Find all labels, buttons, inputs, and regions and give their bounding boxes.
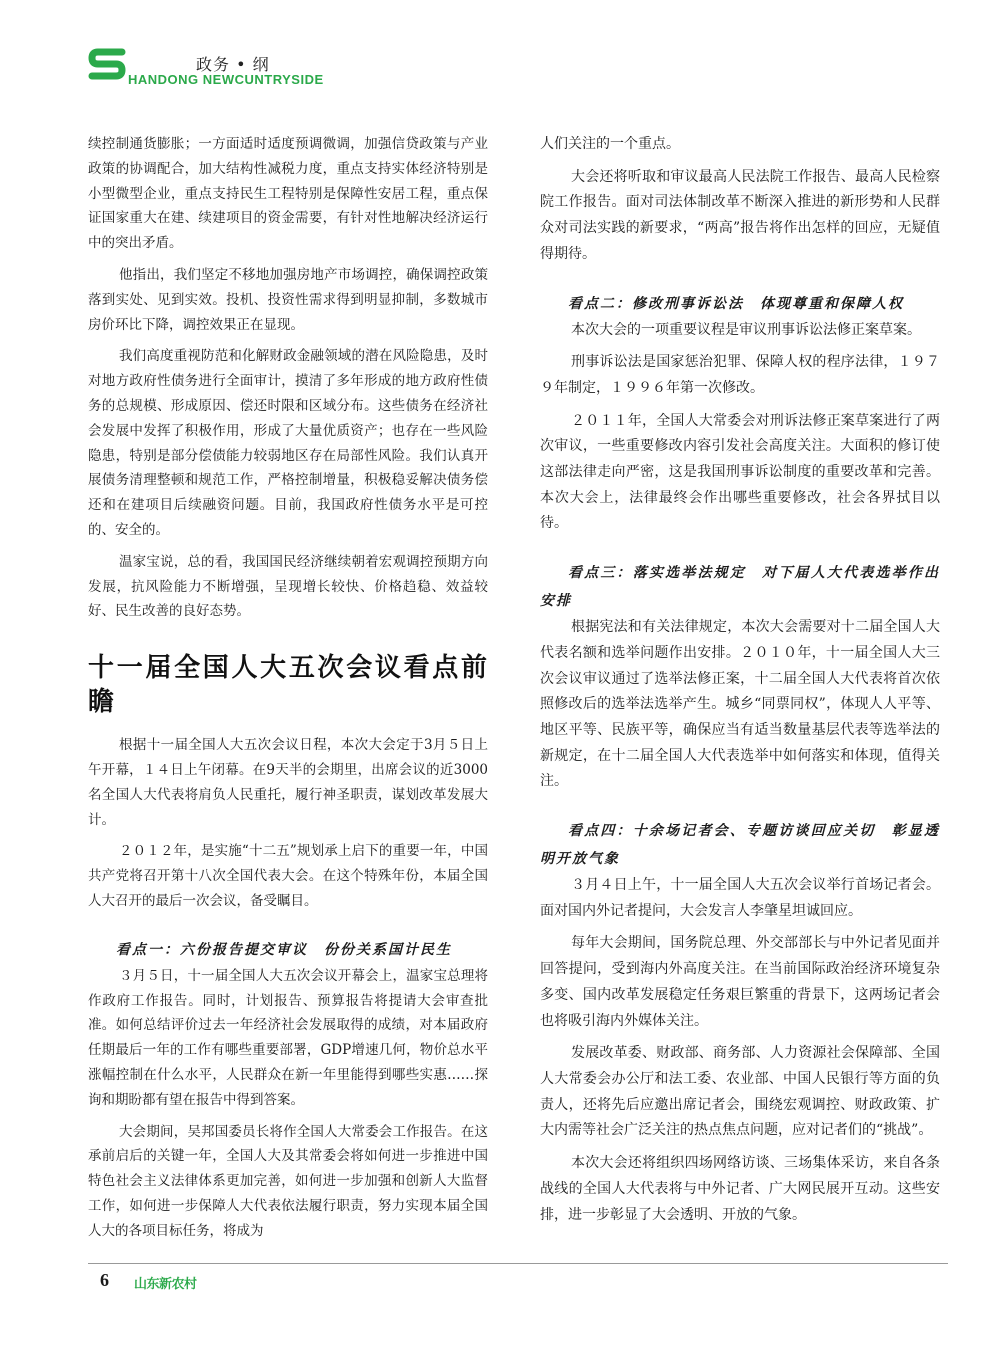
paragraph: 人们关注的一个重点。 xyxy=(540,136,680,152)
paragraph: ３月４日上午，十一届全国人大五次会议举行首场记者会。面对国内外记者提问，大会发言人李肇星坦诚回应。 xyxy=(540,877,940,919)
paragraph: 每年大会期间，国务院总理、外交部部长与中外记者见面并回答提问，受到海内外高度关注。在当前国际政治经济环境复杂多变、国内改革发展稳定任务艰巨繁重的背景下，这两场记者会也将吸引海内外媒体关注。 xyxy=(540,935,940,1029)
section-category: 政务 • 纲 xyxy=(196,55,270,74)
paragraph: ３月５日，十一届全国人大五次会议开幕会上，温家宝总理将作政府工作报告。同时，计划报告、预算报告将提请大会审查批准。如何总结评价过去一年经济社会发展取得的成绩，对本届政府任期最后一年的工作有哪些重要部署，GDP增速几何，物价总水平涨幅控制在什么水平，人民群众在新一年里能得到哪些实惠……探询和期盼都有望在报告中得到答案。 xyxy=(88,967,488,1108)
paragraph: ２０１１年，全国人大常委会对刑诉法修正案草案进行了两次审议，一些重要修改内容引发社会高度关注。大面积的修订使这部法律走向严密，这是我国刑事诉讼制度的重要改革和完善。本次大会上，法律最终会作出哪些重要修改，社会各界拭目以待。 xyxy=(540,412,940,532)
paragraph: 发展改革委、财政部、商务部、人力资源社会保障部、全国人大常委会办公厅和法工委、农业部、中国人民银行等方面的负责人，还将先后应邀出席记者会，围绕宏观调控、财政政策、扩大内需等社会广泛关注的热点焦点问题，应对记者们的“挑战”。 xyxy=(540,1045,940,1139)
brand-english-name: HANDONG NEWCUNTRYSIDE xyxy=(128,72,324,87)
magazine-logo: 山东新农村 xyxy=(134,1277,197,1292)
paragraph: 刑事诉讼法是国家惩治犯罪、保障人权的程序法律，１９７９年制定，１９９６年第一次修改。 xyxy=(540,354,940,396)
paragraph: 大会期间，吴邦国委员长将作全国人大常委会工作报告。在这承前启后的关键一年，全国人大及其常委会将如何进一步推进中国特色社会主义法律体系更加完善，如何进一步加强和创新人大监督工作，如何进一步保障人大代表依法履行职责，努力实现本届全国人大的各项目标任务，将成为 xyxy=(88,1123,488,1239)
footer-divider xyxy=(88,1263,948,1264)
subheading-point-2: 看点二：修改刑事诉讼法 体现尊重和保障人权 xyxy=(568,295,904,312)
right-column xyxy=(540,132,940,1235)
paragraph: 本次大会还将组织四场网络访谈、三场集体采访，来自各条战线的全国人大代表将与中外记者、广大网民展开互动。这些安排，进一步彰显了大会透明、开放的气象。 xyxy=(540,1155,940,1223)
brand-s-logo-icon xyxy=(88,46,126,82)
paragraph: 根据宪法和有关法律规定，本次大会需要对十二届全国人大代表名额和选举问题作出安排。２０１０年，十一届全国人大三次会议审议通过了选举法修正案，十二届全国人大代表将首次依照修改后的选举法选举产生。城乡“同票同权”，体现人人平等、地区平等、民族平等，确保应当有适当数量基层代表等选举法的新规定，在十二届全国人大代表选举中如何落实和体现，值得关注。 xyxy=(540,619,940,790)
paragraph: ２０１２年，是实施“十二五”规划承上启下的重要一年，中国共产党将召开第十八次全国代表大会。在这个特殊年份，本届全国人大召开的最后一次会议，备受瞩目。 xyxy=(88,843,488,909)
left-column xyxy=(88,132,488,1250)
paragraph: 根据十一届全国人大五次会议日程，本次大会定于3月５日上午开幕，１４日上午闭幕。在9天半的会期里，出席会议的近3000名全国人大代表将肩负人民重托，履行神圣职责，谋划改革发展大计。 xyxy=(88,737,488,828)
page-number: 6 xyxy=(100,1270,109,1290)
paragraph: 续控制通货膨胀；一方面适时适度预调微调，加强信贷政策与产业政策的协调配合，加大结构性减税力度，重点支持实体经济特别是小型微型企业，重点支持民生工程特别是保障性安居工程，重点保证国家重大在建、续建项目的资金需要，有针对性地解决经济运行中的突出矛盾。 xyxy=(88,136,488,252)
masthead xyxy=(88,44,508,94)
section-heading: 十一届全国人大五次会议看点前瞻 xyxy=(88,653,488,718)
subheading-point-3: 看点三：落实选举法规定 对下届人大代表选举作出安排 xyxy=(540,565,940,610)
paragraph: 大会还将听取和审议最高人民法院工作报告、最高人民检察院工作报告。面对司法体制改革不断深入推进的新形势和人民群众对司法实践的新要求，“两高”报告将作出怎样的回应，无疑值得期待。 xyxy=(540,168,940,262)
paragraph: 我们高度重视防范和化解财政金融领域的潜在风险隐患，及时对地方政府性债务进行全面审计，摸清了多年形成的地方政府性债务的总规模、形成原因、偿还时限和区域分布。这些债务在经济社会发展中发挥了积极作用，形成了大量优质资产；也存在一些风险隐患，特别是部分偿债能力较弱地区存在局部性风险。我们认真开展债务清理整顿和规范工作，严格控制增量，积极稳妥解决债务偿还和在建项目后续融资问题。目前，我国政府性债务水平是可控的、安全的。 xyxy=(88,348,488,538)
paragraph: 他指出，我们坚定不移地加强房地产市场调控，确保调控政策落到实处、见到实效。投机、投资性需求得到明显抑制，多数城市房价环比下降，调控效果正在显现。 xyxy=(88,266,488,333)
paragraph: 温家宝说，总的看，我国国民经济继续朝着宏观调控预期方向发展，抗风险能力不断增强，呈现增长较快、价格趋稳、效益较好、民生改善的良好态势。 xyxy=(88,553,488,620)
subheading-point-4: 看点四：十余场记者会、专题访谈回应关切 彰显透明开放气象 xyxy=(540,823,940,868)
subheading-point-1: 看点一：六份报告提交审议 份份关系国计民生 xyxy=(116,941,452,958)
paragraph: 本次大会的一项重要议程是审议刑事诉讼法修正案草案。 xyxy=(571,321,921,338)
